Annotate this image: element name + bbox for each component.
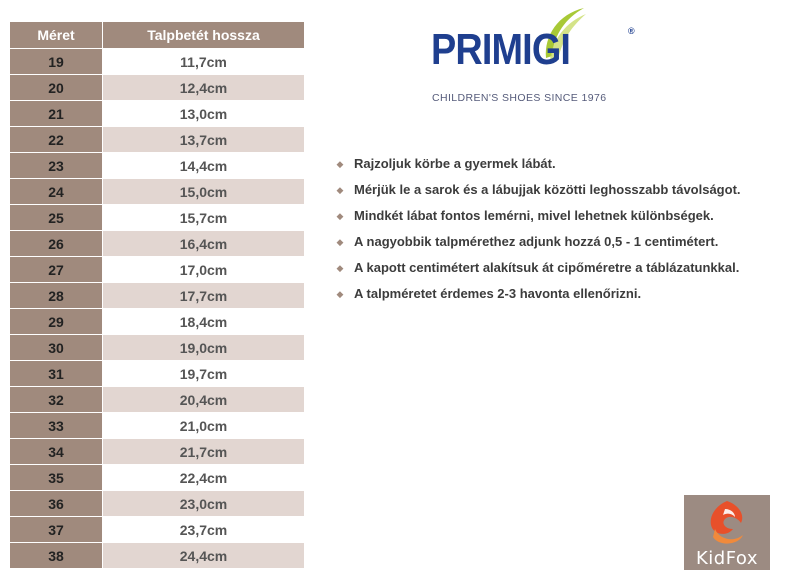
shoe-size-cell: 34 (10, 439, 103, 465)
table-row (10, 517, 304, 543)
tip-item (332, 281, 741, 307)
table-row (10, 205, 304, 231)
table-row (10, 361, 304, 387)
table-row (10, 413, 304, 439)
tip-item (332, 177, 741, 203)
tip-text: Mérjük le a sarok és a lábujjak közötti leghosszabb távolságot. (354, 182, 741, 197)
insole-length-cell: 21,0cm (103, 413, 305, 439)
table-row (10, 543, 304, 569)
insole-length-cell: 12,4cm (103, 75, 305, 101)
shoe-size-cell: 35 (10, 465, 103, 491)
tip-text: Rajzoljuk körbe a gyermek lábát. (354, 156, 556, 171)
size-chart-table (10, 22, 304, 569)
insole-length-cell: 17,7cm (103, 283, 305, 309)
diamond-bullet-icon: ◆ (336, 185, 344, 195)
shoe-size-cell: 21 (10, 101, 103, 127)
table-row (10, 465, 304, 491)
tip-item (332, 203, 741, 229)
shoe-size-cell: 30 (10, 335, 103, 361)
shoe-size-cell: 23 (10, 153, 103, 179)
shoe-size-cell: 25 (10, 205, 103, 231)
tip-text: Mindkét lábat fontos lemérni, mivel lehetnek különbségek. (354, 208, 714, 223)
primigi-logo (428, 6, 638, 108)
insole-length-cell: 21,7cm (103, 439, 305, 465)
insole-length-cell: 13,0cm (103, 101, 305, 127)
insole-length-cell: 18,4cm (103, 309, 305, 335)
shoe-size-cell: 20 (10, 75, 103, 101)
registered-mark: ® (628, 26, 635, 36)
insole-length-cell: 23,7cm (103, 517, 305, 543)
tip-item (332, 151, 741, 177)
tip-text: A talpméretet érdemes 2-3 havonta ellenőrizni. (354, 286, 642, 301)
tip-item (332, 255, 741, 281)
insole-length-cell: 17,0cm (103, 257, 305, 283)
fox-icon (705, 499, 749, 547)
table-row (10, 283, 304, 309)
shoe-size-cell: 31 (10, 361, 103, 387)
diamond-bullet-icon: ◆ (336, 263, 344, 273)
shoe-size-cell: 29 (10, 309, 103, 335)
table-row (10, 75, 304, 101)
table-row (10, 387, 304, 413)
table-row (10, 335, 304, 361)
diamond-bullet-icon: ◆ (336, 289, 344, 299)
brand-name: PRIMIGI (431, 25, 571, 74)
column-header-size: Méret (10, 22, 103, 49)
table-row (10, 231, 304, 257)
shoe-size-cell: 38 (10, 543, 103, 569)
diamond-bullet-icon: ◆ (336, 211, 344, 221)
tip-item (332, 229, 741, 255)
shoe-size-cell: 24 (10, 179, 103, 205)
table-row (10, 491, 304, 517)
insole-length-cell: 14,4cm (103, 153, 305, 179)
measuring-tips-list (332, 151, 741, 307)
shoe-size-cell: 26 (10, 231, 103, 257)
kidfox-logo (684, 495, 770, 570)
table-row (10, 153, 304, 179)
table-row (10, 49, 304, 75)
insole-length-cell: 15,7cm (103, 205, 305, 231)
brand-tagline: CHILDREN'S SHOES SINCE 1976 (432, 92, 607, 104)
table-row (10, 179, 304, 205)
table-header-row (10, 22, 304, 49)
shoe-size-cell: 27 (10, 257, 103, 283)
diamond-bullet-icon: ◆ (336, 237, 344, 247)
insole-length-cell: 19,7cm (103, 361, 305, 387)
shoe-size-cell: 32 (10, 387, 103, 413)
kidfox-wordmark: KidFox (695, 548, 759, 569)
insole-length-cell: 23,0cm (103, 491, 305, 517)
insole-length-cell: 24,4cm (103, 543, 305, 569)
table-row (10, 127, 304, 153)
shoe-size-cell: 36 (10, 491, 103, 517)
shoe-size-cell: 19 (10, 49, 103, 75)
tip-text: A nagyobbik talpmérethez adjunk hozzá 0,5 - 1 centimétert. (354, 234, 719, 249)
insole-length-cell: 19,0cm (103, 335, 305, 361)
shoe-size-cell: 22 (10, 127, 103, 153)
insole-length-cell: 15,0cm (103, 179, 305, 205)
shoe-size-cell: 37 (10, 517, 103, 543)
shoe-size-cell: 33 (10, 413, 103, 439)
table-row (10, 309, 304, 335)
insole-length-cell: 16,4cm (103, 231, 305, 257)
tip-text: A kapott centimétert alakítsuk át cipőméretre a táblázatunkkal. (354, 260, 740, 275)
diamond-bullet-icon: ◆ (336, 159, 344, 169)
insole-length-cell: 20,4cm (103, 387, 305, 413)
table-row (10, 257, 304, 283)
shoe-size-cell: 28 (10, 283, 103, 309)
insole-length-cell: 11,7cm (103, 49, 305, 75)
table-row (10, 439, 304, 465)
insole-length-cell: 22,4cm (103, 465, 305, 491)
table-row (10, 101, 304, 127)
insole-length-cell: 13,7cm (103, 127, 305, 153)
size-chart-body (10, 49, 304, 569)
column-header-insole-length: Talpbetét hossza (103, 22, 305, 49)
